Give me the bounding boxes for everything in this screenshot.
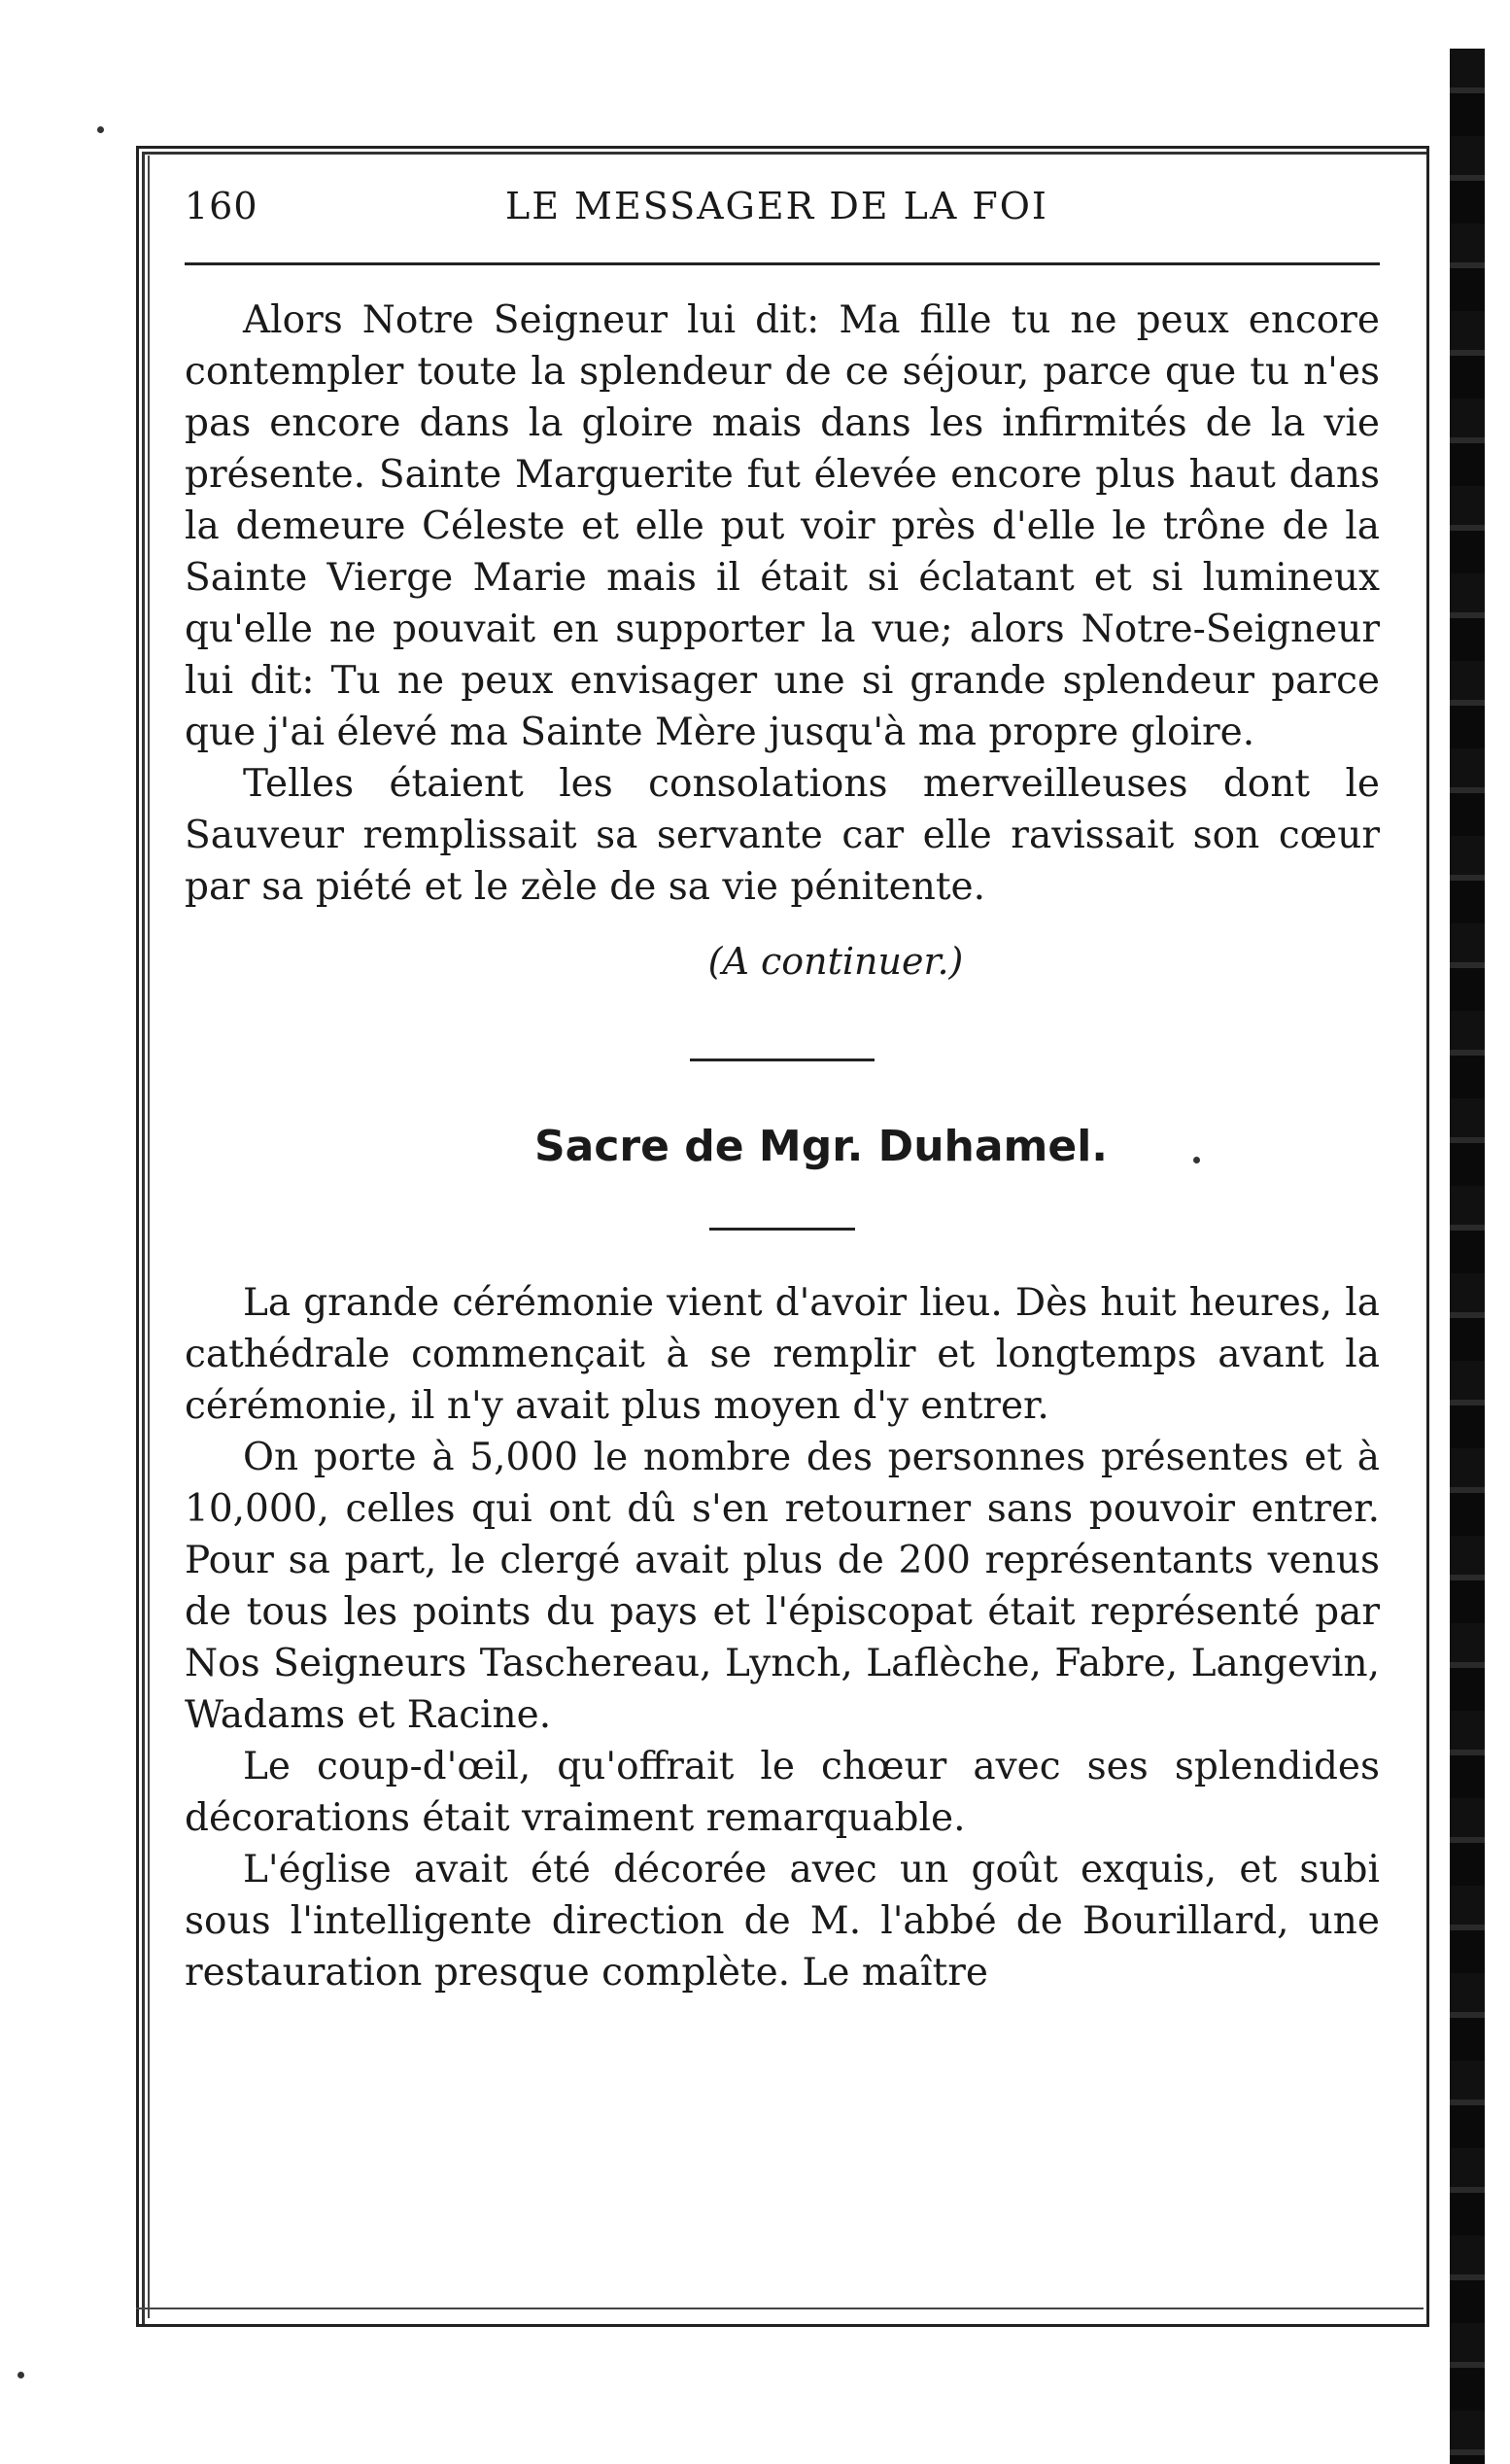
book-binding-edge (1450, 49, 1485, 2464)
page-number: 160 (185, 185, 258, 227)
article2-paragraph-4: L'église avait été décorée avec un goût exquis, et subi sous l'intelligente direction de M. l'abbé de Bourillard, une restauration presque complète. Le maître (185, 1848, 1380, 1995)
article1-paragraph-1: Alors Notre Seigneur lui dit: Ma fille tu ne peux encore contempler toute la splendeur de ce séjour, parce que tu n'es pas encore dans la gloire mais dans les infirmités de la vie présente. Sainte Marguerite fut élevée encore plus haut dans la demeure Céleste et elle put voir près d'elle le trône de la Sainte Vierge Marie mais il était si éclatant et si lumineux qu'elle ne pouvait en supporter la vue; alors Notre-Seigneur lui dit: Tu ne peux envisager une si grande splendeur parce que j'ai élevé ma Sainte Mère jusqu'à ma propre gloire. (185, 298, 1380, 754)
article2-paragraph-2: On porte à 5,000 le nombre des personnes présentes et à 10,000, celles qui ont dû s'en retourner sans pouvoir entrer. Pour sa part, le clergé avait plus de 200 représentants venus de tous les points du pays et l'épiscopat était représenté par Nos Seigneurs Taschereau, Lynch, Laflèche, Fabre, Langevin, Wadams et Racine. (185, 1436, 1380, 1737)
header-rule (185, 262, 1380, 265)
journal-title: LE MESSAGER DE LA FOI (505, 185, 1048, 227)
ink-speck (17, 2372, 24, 2378)
running-head (185, 185, 1380, 245)
heading-divider (709, 1228, 855, 1231)
article2-paragraph-3: Le coup-d'œil, qu'offrait le chœur avec ses splendides décorations était vraiment remarquable. (185, 1745, 1380, 1840)
article-heading: Sacre de Mgr. Duhamel. (533, 1122, 1109, 1171)
ink-speck (97, 126, 104, 133)
section-divider (690, 1058, 875, 1061)
continuation-note: (A continuer.) (707, 940, 964, 983)
article1-paragraph-2: Telles étaient les consolations merveilleuses dont le Sauveur remplissait sa servante car elle ravissait son cœur par sa piété et le zèle de sa vie pénitente. (185, 762, 1380, 909)
article2-paragraph-1: La grande cérémonie vient d'avoir lieu. Dès huit heures, la cathédrale commençait à se remplir et longtemps avant la cérémonie, il n'y avait plus moyen d'y entrer. (185, 1281, 1380, 1428)
page-content (185, 185, 1380, 1998)
inner-border-bottom (136, 2308, 1424, 2309)
inner-border-left (148, 156, 150, 2318)
